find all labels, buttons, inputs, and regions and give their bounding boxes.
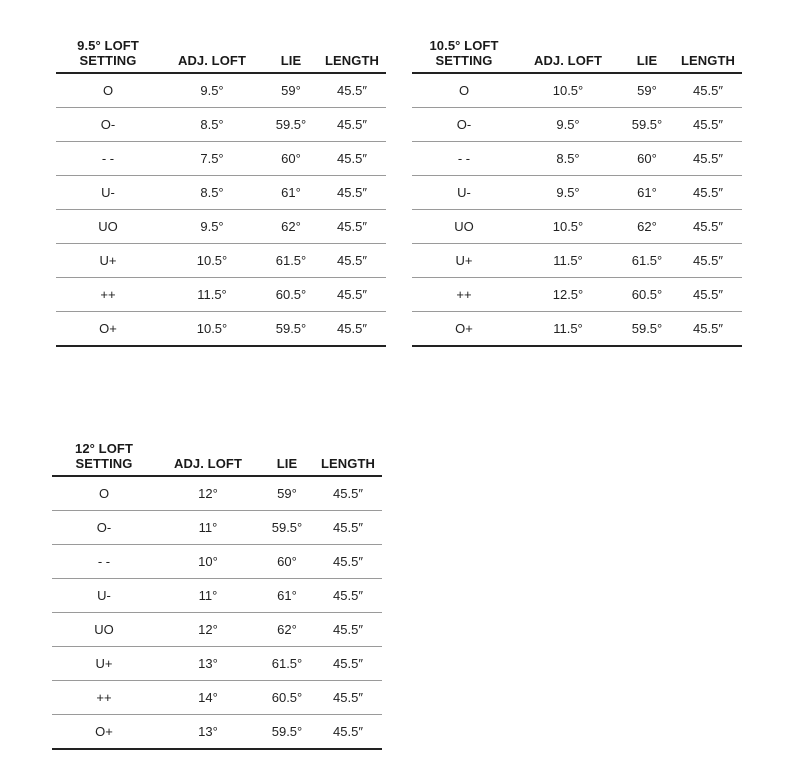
adj-loft-cell: 11.5° xyxy=(516,244,620,278)
loft-title: 10.5° LOFT xyxy=(429,38,499,53)
setting-cell: ++ xyxy=(412,278,516,312)
table-row xyxy=(52,647,382,681)
table-row xyxy=(412,176,742,210)
length-cell: 45.5″ xyxy=(674,278,742,312)
setting-cell: UO xyxy=(52,613,156,647)
adj-loft-cell: 10.5° xyxy=(160,312,264,347)
table-row xyxy=(56,312,386,347)
table-row xyxy=(56,210,386,244)
setting-column-header xyxy=(56,38,160,73)
setting-cell: U- xyxy=(56,176,160,210)
lie-cell: 60° xyxy=(260,545,314,579)
adj-loft-cell: 7.5° xyxy=(160,142,264,176)
lie-cell: 59.5° xyxy=(260,511,314,545)
length-cell: 45.5″ xyxy=(674,210,742,244)
length-cell: 45.5″ xyxy=(314,476,382,511)
lie-cell: 60° xyxy=(264,142,318,176)
length-cell: 45.5″ xyxy=(674,108,742,142)
lie-cell: 61.5° xyxy=(264,244,318,278)
setting-cell: O- xyxy=(52,511,156,545)
lie-column-header: LIE xyxy=(264,38,318,73)
table-row xyxy=(412,108,742,142)
table-body xyxy=(412,73,742,346)
table-row xyxy=(56,244,386,278)
adj-loft-cell: 12.5° xyxy=(516,278,620,312)
table-header xyxy=(412,38,742,73)
loft-title: 12° LOFT xyxy=(74,441,133,456)
setting-cell: U- xyxy=(52,579,156,613)
setting-column-header xyxy=(52,441,156,476)
length-cell: 45.5″ xyxy=(314,715,382,750)
table-row xyxy=(56,142,386,176)
table-row xyxy=(412,278,742,312)
table-row xyxy=(56,176,386,210)
lie-cell: 61.5° xyxy=(620,244,674,278)
length-cell: 45.5″ xyxy=(318,210,386,244)
header-row xyxy=(52,441,382,476)
length-cell: 45.5″ xyxy=(674,142,742,176)
setting-cell: ++ xyxy=(56,278,160,312)
loft-table-9-5 xyxy=(56,38,386,347)
setting-cell: ++ xyxy=(52,681,156,715)
length-cell: 45.5″ xyxy=(318,73,386,108)
length-column-header: LENGTH xyxy=(318,38,386,73)
length-cell: 45.5″ xyxy=(318,312,386,347)
setting-column-header xyxy=(412,38,516,73)
table-row xyxy=(56,73,386,108)
setting-cell: UO xyxy=(412,210,516,244)
lie-column-header: LIE xyxy=(620,38,674,73)
adj-loft-cell: 9.5° xyxy=(160,210,264,244)
table-row xyxy=(52,613,382,647)
lie-cell: 60.5° xyxy=(264,278,318,312)
adj-loft-cell: 12° xyxy=(156,476,260,511)
setting-cell: U+ xyxy=(412,244,516,278)
adj-loft-cell: 11.5° xyxy=(516,312,620,347)
adj-loft-cell: 11° xyxy=(156,579,260,613)
length-cell: 45.5″ xyxy=(318,244,386,278)
setting-cell: O xyxy=(52,476,156,511)
table-row xyxy=(412,312,742,347)
adj-loft-cell: 13° xyxy=(156,647,260,681)
length-column-header: LENGTH xyxy=(674,38,742,73)
setting-cell: O- xyxy=(412,108,516,142)
lie-cell: 59° xyxy=(264,73,318,108)
length-cell: 45.5″ xyxy=(314,579,382,613)
lie-cell: 59.5° xyxy=(260,715,314,750)
table-row xyxy=(52,476,382,511)
adj-loft-column-header: ADJ. LOFT xyxy=(160,38,264,73)
adj-loft-cell: 9.5° xyxy=(516,176,620,210)
setting-cell: O+ xyxy=(412,312,516,347)
lie-cell: 60.5° xyxy=(260,681,314,715)
table-body xyxy=(56,73,386,346)
table-row xyxy=(56,108,386,142)
adj-loft-cell: 10.5° xyxy=(516,210,620,244)
length-cell: 45.5″ xyxy=(314,681,382,715)
setting-cell: U- xyxy=(412,176,516,210)
lie-cell: 61° xyxy=(620,176,674,210)
table-row xyxy=(52,545,382,579)
setting-cell: U+ xyxy=(56,244,160,278)
adj-loft-cell: 8.5° xyxy=(160,176,264,210)
setting-cell: - - xyxy=(412,142,516,176)
table-row xyxy=(52,579,382,613)
table-row xyxy=(56,278,386,312)
table-row xyxy=(52,715,382,750)
setting-cell: - - xyxy=(52,545,156,579)
loft-title: 9.5° LOFT xyxy=(77,38,139,53)
header-row xyxy=(56,38,386,73)
setting-cell: O- xyxy=(56,108,160,142)
length-cell: 45.5″ xyxy=(674,73,742,108)
lie-cell: 59.5° xyxy=(620,108,674,142)
length-cell: 45.5″ xyxy=(314,613,382,647)
length-column-header: LENGTH xyxy=(314,441,382,476)
setting-cell: - - xyxy=(56,142,160,176)
lie-column-header: LIE xyxy=(260,441,314,476)
lie-cell: 59.5° xyxy=(620,312,674,347)
adj-loft-column-header: ADJ. LOFT xyxy=(156,441,260,476)
adj-loft-cell: 10° xyxy=(156,545,260,579)
setting-label: SETTING xyxy=(75,456,133,471)
lie-cell: 61° xyxy=(260,579,314,613)
setting-label: SETTING xyxy=(435,53,493,68)
loft-table-10-5 xyxy=(412,38,742,347)
setting-label: SETTING xyxy=(79,53,137,68)
setting-cell: O xyxy=(56,73,160,108)
table-row xyxy=(52,511,382,545)
lie-cell: 60.5° xyxy=(620,278,674,312)
length-cell: 45.5″ xyxy=(314,511,382,545)
length-cell: 45.5″ xyxy=(318,108,386,142)
adj-loft-cell: 13° xyxy=(156,715,260,750)
table-header xyxy=(56,38,386,73)
length-cell: 45.5″ xyxy=(314,647,382,681)
setting-cell: O+ xyxy=(52,715,156,750)
adj-loft-column-header: ADJ. LOFT xyxy=(516,38,620,73)
adj-loft-cell: 12° xyxy=(156,613,260,647)
lie-cell: 59.5° xyxy=(264,108,318,142)
adj-loft-cell: 11° xyxy=(156,511,260,545)
adj-loft-cell: 9.5° xyxy=(516,108,620,142)
length-cell: 45.5″ xyxy=(314,545,382,579)
setting-cell: O xyxy=(412,73,516,108)
adj-loft-cell: 10.5° xyxy=(516,73,620,108)
length-cell: 45.5″ xyxy=(674,244,742,278)
table-row xyxy=(52,681,382,715)
length-cell: 45.5″ xyxy=(318,176,386,210)
setting-cell: O+ xyxy=(56,312,160,347)
lie-cell: 61.5° xyxy=(260,647,314,681)
length-cell: 45.5″ xyxy=(318,142,386,176)
lie-cell: 59.5° xyxy=(264,312,318,347)
adj-loft-cell: 9.5° xyxy=(160,73,264,108)
loft-table-12 xyxy=(52,441,382,750)
adj-loft-cell: 11.5° xyxy=(160,278,264,312)
adj-loft-cell: 8.5° xyxy=(516,142,620,176)
setting-cell: U+ xyxy=(52,647,156,681)
lie-cell: 62° xyxy=(620,210,674,244)
table-row xyxy=(412,210,742,244)
adj-loft-cell: 8.5° xyxy=(160,108,264,142)
table-row xyxy=(412,142,742,176)
length-cell: 45.5″ xyxy=(674,176,742,210)
lie-cell: 59° xyxy=(260,476,314,511)
adj-loft-cell: 14° xyxy=(156,681,260,715)
setting-cell: UO xyxy=(56,210,160,244)
length-cell: 45.5″ xyxy=(318,278,386,312)
table-header xyxy=(52,441,382,476)
table-body xyxy=(52,476,382,749)
lie-cell: 62° xyxy=(260,613,314,647)
lie-cell: 60° xyxy=(620,142,674,176)
table-row xyxy=(412,73,742,108)
length-cell: 45.5″ xyxy=(674,312,742,347)
lie-cell: 61° xyxy=(264,176,318,210)
lie-cell: 59° xyxy=(620,73,674,108)
adj-loft-cell: 10.5° xyxy=(160,244,264,278)
table-row xyxy=(412,244,742,278)
header-row xyxy=(412,38,742,73)
lie-cell: 62° xyxy=(264,210,318,244)
